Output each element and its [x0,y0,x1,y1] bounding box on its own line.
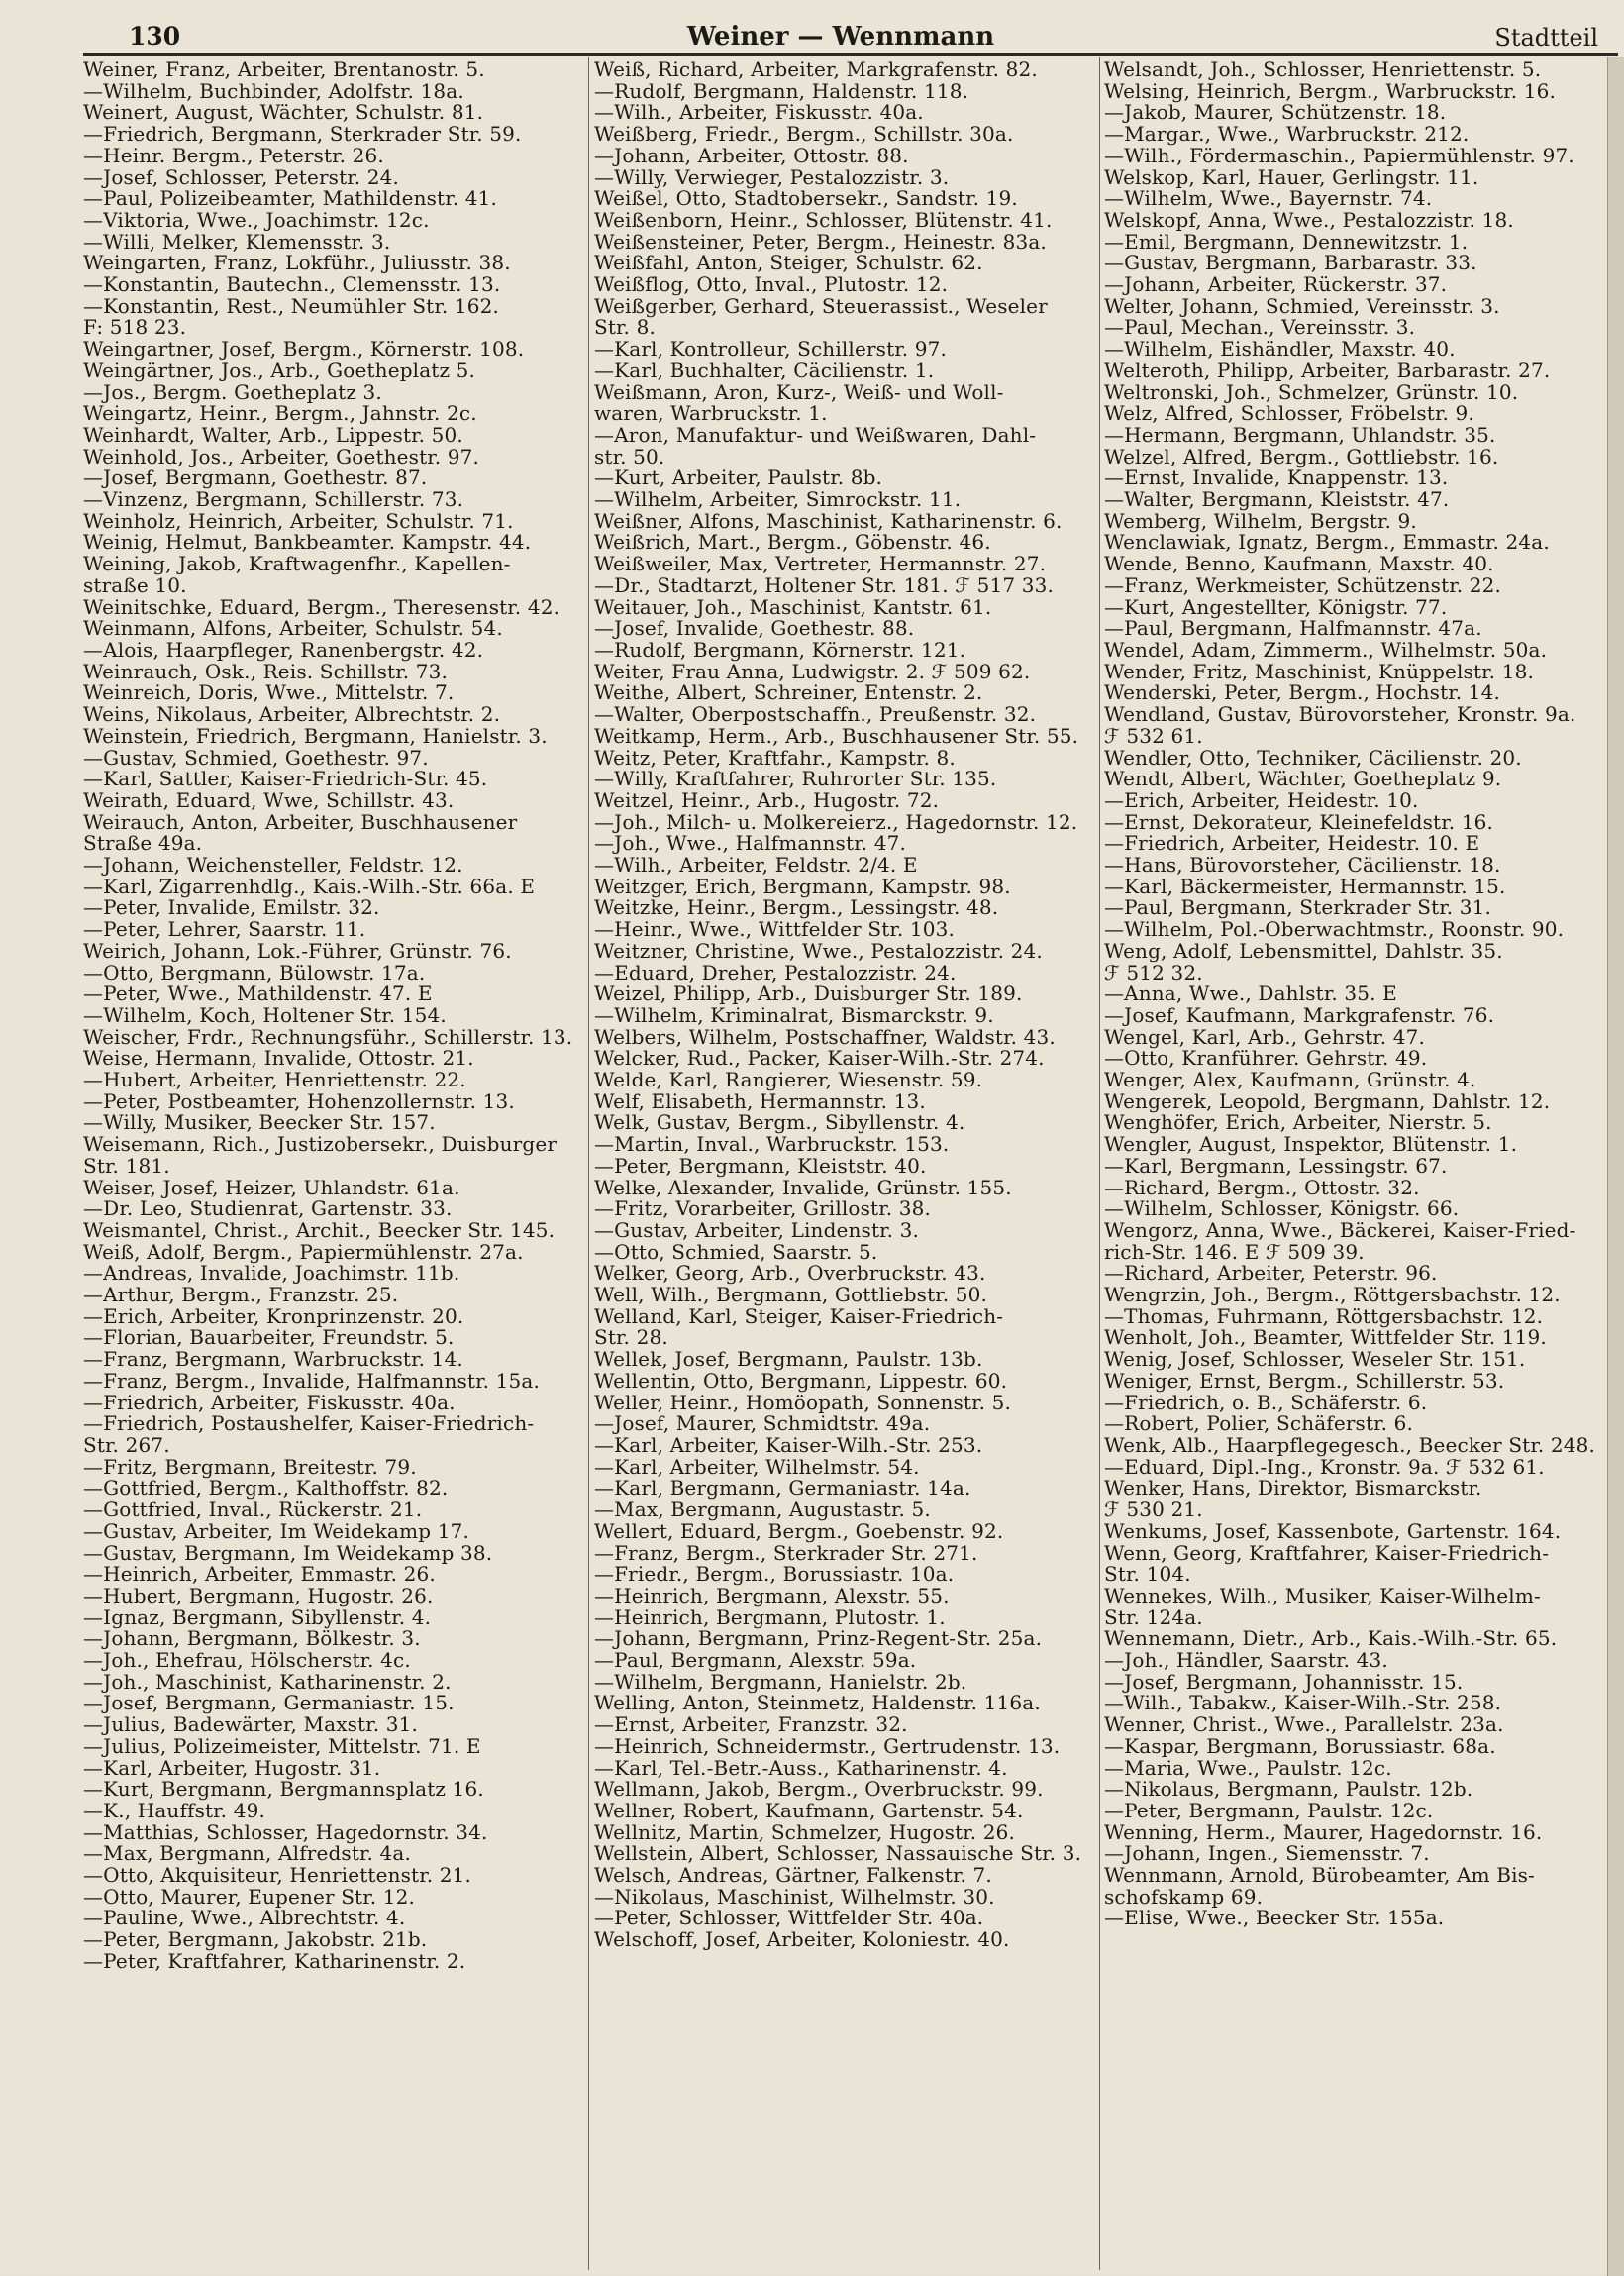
directory-entry: —Franz, Werkmeister, Schützenstr. 22. [1104,572,1502,597]
directory-entry: —Johann, Arbeiter, Ottostr. 88. [594,143,909,167]
directory-entry: —Otto, Maurer, Eupener Str. 12. [83,1884,416,1909]
directory-entry: —Friedrich, Postaushelfer, Kaiser-Friedrich- [83,1411,535,1436]
directory-entry: Weißenborn, Heinr., Schlosser, Blütenstr. 41. [594,207,1053,232]
directory-entry: —Peter, Bergmann, Paulstr. 12c. [1104,1798,1434,1822]
directory-entry: Weitzger, Erich, Bergmann, Kampstr. 98. [594,874,1011,898]
directory-entry: —Julius, Badewärter, Maxstr. 31. [83,1712,419,1737]
directory-entry: —Viktoria, Wwe., Joachimstr. 12c. [83,207,430,232]
directory-entry: straße 10. [83,572,187,597]
directory-entry: Wende, Benno, Kaufmann, Maxstr. 40. [1104,552,1494,576]
directory-entry: —Wilhelm, Arbeiter, Simrockstr. 11. [594,487,962,512]
directory-entry: —Peter, Invalide, Emilstr. 32. [83,895,380,920]
directory-entry: Welz, Alfred, Schlosser, Fröbelstr. 9. [1104,401,1474,426]
directory-entry: Weiter, Frau Anna, Ludwigstr. 2. ℱ 509 62. [594,659,1031,683]
directory-entry: Str. 8. [594,315,656,340]
directory-entry: Weitz, Peter, Kraftfahr., Kampstr. 8. [594,745,956,770]
directory-entry: Welsandt, Joh., Schlosser, Henriettenstr. 5. [1104,59,1542,81]
directory-entry: —Karl, Bergmann, Lessingstr. 67. [1104,1153,1448,1178]
directory-entry: Weißgerber, Gerhard, Steuerassist., Weseler [594,293,1048,318]
directory-entry: Wennekes, Wilh., Musiker, Kaiser-Wilhelm- [1104,1583,1541,1607]
directory-entry: —Wilh., Arbeiter, Fiskusstr. 40a. [594,100,924,125]
directory-entry: —Johann, Bergmann, Bölkestr. 3. [83,1626,421,1651]
directory-entry: Wengorz, Anna, Wwe., Bäckerei, Kaiser-Fried- [1104,1217,1576,1242]
directory-entry: Wendt, Albert, Wächter, Goetheplatz 9. [1104,767,1502,791]
directory-entry: Wellmann, Jakob, Bergm., Overbruckstr. 99. [594,1777,1044,1802]
directory-entry: Welsch, Andreas, Gärtner, Falkenstr. 7. [594,1863,992,1888]
directory-entry: —Eduard, Dipl.-Ing., Kronstr. 9a. ℱ 532 61. [1104,1454,1545,1479]
directory-entry: Welde, Karl, Rangierer, Wiesenstr. 59. [594,1068,983,1092]
column-3 [1104,59,1599,2268]
directory-entry: Weinreich, Doris, Wwe., Mittelstr. 7. [83,680,455,705]
directory-entry: —Vinzenz, Bergmann, Schillerstr. 73. [83,487,464,512]
directory-entry: Weingärtner, Jos., Arb., Goetheplatz 5. [83,358,476,382]
directory-entry: Str. 124a. [1104,1604,1203,1629]
directory-entry: —Paul, Polizeibeamter, Mathildenstr. 41. [83,186,498,211]
directory-entry: —Johann, Ingen., Siemensstr. 7. [1104,1841,1430,1866]
directory-entry: —Willy, Kraftfahrer, Ruhrorter Str. 135. [594,767,997,791]
directory-entry: —Wilhelm, Eishändler, Maxstr. 40. [1104,337,1456,362]
directory-entry: —Otto, Kranführer. Gehrstr. 49. [1104,1046,1428,1071]
directory-entry: —Friedrich, Arbeiter, Fiskusstr. 40a. [83,1390,456,1414]
directory-entry: —Willy, Verwieger, Pestalozzistr. 3. [594,164,950,189]
directory-entry: Weins, Nikolaus, Arbeiter, Albrechtstr. 2. [83,702,501,727]
directory-entry: —Wilh., Tabakw., Kaiser-Wilh.-Str. 258. [1104,1691,1502,1715]
directory-entry: —Josef, Kaufmann, Markgrafenstr. 76. [1104,1002,1495,1027]
directory-entry: Weißensteiner, Peter, Bergm., Heinestr. 83a. [594,229,1047,254]
directory-entry: Weingartz, Heinr., Bergm., Jahnstr. 2c. [83,401,477,426]
directory-entry: —Joh., Ehefrau, Hölscherstr. 4c. [83,1648,411,1673]
directory-entry: Weitzke, Heinr., Bergm., Lessingstr. 48. [594,895,999,920]
directory-entry: Str. 28. [594,1325,668,1350]
directory-entry: —Paul, Mechan., Vereinsstr. 3. [1104,315,1416,340]
directory-entry: Weise, Hermann, Invalide, Ottostr. 21. [83,1046,474,1071]
directory-entry: Wellek, Josef, Bergmann, Paulstr. 13b. [594,1347,983,1372]
directory-entry: Wenn, Georg, Kraftfahrer, Kaiser-Friedrich- [1104,1540,1550,1565]
directory-entry: Wenger, Alex, Kaufmann, Grünstr. 4. [1104,1068,1476,1092]
directory-entry: Weinholz, Heinrich, Arbeiter, Schulstr. 71. [83,508,514,533]
directory-entry: Weirath, Eduard, Wwe, Schillstr. 43. [83,787,455,812]
directory-entry: rich-Str. 146. E ℱ 509 39. [1104,1239,1365,1264]
directory-entry: Wengel, Karl, Arb., Gehrstr. 47. [1104,1024,1426,1049]
directory-entry: —Richard, Arbeiter, Peterstr. 96. [1104,1261,1438,1286]
directory-entry: Welk, Gustav, Bergm., Sibyllenstr. 4. [594,1110,965,1135]
directory-entry: Wender, Fritz, Maschinist, Knüppelstr. 18. [1104,659,1534,683]
directory-entry: —Johann, Bergmann, Prinz-Regent-Str. 25a. [594,1626,1043,1651]
directory-entry: —Otto, Akquisiteur, Henriettenstr. 21. [83,1863,471,1888]
directory-entry: Weißberg, Friedr., Bergm., Schillstr. 30a. [594,122,1014,147]
directory-entry: —Friedrich, Bergmann, Sterkrader Str. 59. [83,122,522,147]
directory-entry: —Nikolaus, Bergmann, Paulstr. 12b. [1104,1777,1473,1802]
directory-entry: Welbers, Wilhelm, Postschaffner, Waldstr. 43. [594,1024,1056,1049]
directory-entry: —Johann, Weichensteller, Feldstr. 12. [83,853,463,878]
directory-entry: —Hubert, Bergmann, Hugostr. 26. [83,1583,434,1607]
page-number: 130 [129,22,181,51]
directory-entry: —Wilhelm, Pol.-Oberwachtmstr., Roonstr. 90. [1104,917,1565,942]
directory-entry: Weizel, Philipp, Arb., Duisburger Str. 189. [594,982,1023,1006]
directory-entry: ℱ 512 32. [1104,960,1203,984]
directory-entry: —Walter, Oberpostschaffn., Preußenstr. 32. [594,702,1037,727]
directory-entry: Well, Wilh., Bergmann, Gottliebstr. 50. [594,1283,988,1307]
directory-entry: —Heinr., Wwe., Wittfelder Str. 103. [594,917,956,942]
directory-entry: —Kurt, Bergmann, Bergmannsplatz 16. [83,1777,484,1802]
directory-entry: —Margar., Wwe., Warbruckstr. 212. [1104,122,1470,147]
directory-entry: Weniger, Ernst, Bergm., Schillerstr. 53. [1104,1368,1505,1393]
directory-entry: —Joh., Wwe., Halfmannstr. 47. [594,831,906,856]
directory-entry: —Peter, Bergmann, Kleiststr. 40. [594,1153,927,1178]
directory-entry: Welskopf, Anna, Wwe., Pestalozzistr. 18. [1104,207,1514,232]
directory-entry: —Pauline, Wwe., Albrechtstr. 4. [83,1906,406,1930]
directory-entry: Weisemann, Rich., Justizobersekr., Duisburger [83,1132,558,1157]
directory-entry: —Karl, Arbeiter, Hugostr. 31. [83,1755,381,1780]
directory-entry: —Peter, Wwe., Mathildenstr. 47. E [83,982,433,1006]
header-rule [83,53,1618,56]
directory-entry: Weinert, August, Wächter, Schulstr. 81. [83,100,484,125]
directory-entry: —Nikolaus, Maschinist, Wilhelmstr. 30. [594,1884,995,1909]
directory-entry: Welter, Johann, Schmied, Vereinsstr. 3. [1104,293,1500,318]
directory-entry: Weißel, Otto, Stadtobersekr., Sandstr. 19. [594,186,1018,211]
directory-entry: —Jakob, Maurer, Schützenstr. 18. [1104,100,1447,125]
directory-entry: Weinhold, Jos., Arbeiter, Goethestr. 97. [83,444,480,468]
directory-entry: Weitkamp, Herm., Arb., Buschhausener Str. 55. [594,723,1079,748]
directory-entry: —Karl, Kontrolleur, Schillerstr. 97. [594,337,948,362]
directory-entry: Wendland, Gustav, Bürovorsteher, Kronstr. 9a. [1104,702,1576,727]
directory-entry: —Andreas, Invalide, Joachimstr. 11b. [83,1261,460,1286]
directory-entry: —Hubert, Arbeiter, Henriettenstr. 22. [83,1068,466,1092]
directory-entry: schofskamp 69. [1104,1884,1264,1909]
directory-entry: Wellstein, Albert, Schlosser, Nassauische Str. 3. [594,1841,1082,1866]
directory-entry: Weingarten, Franz, Lokführ., Juliusstr. 38. [83,251,511,275]
directory-entry: —Willy, Musiker, Beecker Str. 157. [83,1110,436,1135]
directory-entry: Wellnitz, Martin, Schmelzer, Hugostr. 26. [594,1819,1016,1844]
directory-entry: Welzel, Alfred, Bergm., Gottliebstr. 16. [1104,444,1499,468]
directory-entry: Wengler, August, Inspektor, Blütenstr. 1. [1104,1132,1518,1157]
directory-entry: —Wilhelm, Wwe., Bayernstr. 74. [1104,186,1433,211]
directory-entry: —Heinrich, Bergmann, Alexstr. 55. [594,1583,950,1607]
directory-entry: —Eduard, Dreher, Pestalozzistr. 24. [594,960,957,984]
directory-entry: —Wilhelm, Buchbinder, Adolfstr. 18a. [83,78,464,103]
directory-entry: Weltronski, Joh., Schmelzer, Grünstr. 10. [1104,379,1519,404]
directory-entry: Weithe, Albert, Schreiner, Entenstr. 2. [594,680,983,705]
directory-entry: —Alois, Haarpfleger, Ranenbergstr. 42. [83,637,484,662]
directory-entry: —Josef, Invalide, Goethestr. 88. [594,616,915,641]
directory-entry: Weißfahl, Anton, Steiger, Schulstr. 62. [594,251,983,275]
directory-entry: Straße 49a. [83,831,203,856]
directory-entry: Welschoff, Josef, Arbeiter, Koloniestr. 40. [594,1927,1010,1952]
directory-entry: —Karl, Buchhalter, Cäcilienstr. 1. [594,358,935,382]
directory-entry: —Gustav, Arbeiter, Lindenstr. 3. [594,1217,920,1242]
directory-entry: Wenning, Herm., Maurer, Hagedornstr. 16. [1104,1819,1543,1844]
page-title: Weiner — Wennmann [686,22,995,52]
directory-entry: Weitauer, Joh., Maschinist, Kantstr. 61. [594,594,992,619]
directory-entry: Wendler, Otto, Techniker, Cäcilienstr. 20. [1104,745,1522,770]
directory-entry: Str. 104. [1104,1562,1191,1587]
directory-entry: —Peter, Lehrer, Saarstr. 11. [83,917,366,942]
directory-entry: —Josef, Maurer, Schmidtstr. 49a. [594,1411,931,1436]
directory-entry: —Karl, Bäckermeister, Hermannstr. 15. [1104,874,1506,898]
directory-entry: —Kurt, Angestellter, Königstr. 77. [1104,594,1448,619]
directory-entry: Weinmann, Alfons, Arbeiter, Schulstr. 54. [83,616,503,641]
directory-entry: —Otto, Bergmann, Bülowstr. 17a. [83,960,426,984]
directory-entry: waren, Warbruckstr. 1. [594,401,828,426]
directory-entry: Welling, Anton, Steinmetz, Haldenstr. 116a. [594,1691,1041,1715]
directory-entry: —Wilh., Fördermaschin., Papiermühlenstr. 97. [1104,143,1574,167]
directory-entry: Wengerek, Leopold, Bergmann, Dahlstr. 12. [1104,1088,1551,1113]
directory-entry: Welker, Georg, Arb., Overbruckstr. 43. [594,1261,986,1286]
directory-entry: —Fritz, Vorarbeiter, Grillostr. 38. [594,1196,932,1221]
directory-entry: —Josef, Schlosser, Peterstr. 24. [83,164,400,189]
directory-entry: —Willi, Melker, Klemensstr. 3. [83,229,391,254]
directory-entry: Welteroth, Philipp, Arbeiter, Barbarastr. 27. [1104,358,1551,382]
directory-entry: —Wilhelm, Koch, Holtener Str. 154. [83,1002,447,1027]
directory-entry: Wenner, Christ., Wwe., Parallelstr. 23a. [1104,1712,1504,1737]
directory-entry: —Kaspar, Bergmann, Borussiastr. 68a. [1104,1733,1496,1758]
directory-entry: Weischer, Frdr., Rechnungsführ., Schillerstr. 13. [83,1024,573,1049]
directory-entry: —Konstantin, Bautechn., Clemensstr. 13. [83,272,501,297]
directory-entry: str. 50. [594,444,665,468]
directory-entry: Wennmann, Arnold, Bürobeamter, Am Bis- [1104,1863,1535,1888]
directory-entry: Weiß, Adolf, Bergm., Papiermühlenstr. 27a. [83,1239,524,1264]
column-1 [83,59,578,2268]
directory-entry: F: 518 23. [83,315,187,340]
directory-entry: Weinig, Helmut, Bankbeamter. Kampstr. 44. [83,530,532,555]
directory-entry: —Max, Bergmann, Augustastr. 5. [594,1498,931,1522]
directory-entry: Wenig, Josef, Schlosser, Weseler Str. 151. [1104,1347,1526,1372]
directory-entry: Weiser, Josef, Heizer, Uhlandstr. 61a. [83,1175,460,1199]
directory-entry: —Ernst, Invalide, Knappenstr. 13. [1104,466,1449,490]
directory-entry: —Fritz, Bergmann, Breitestr. 79. [83,1454,417,1479]
directory-entry: —Richard, Bergm., Ottostr. 32. [1104,1175,1420,1199]
directory-entry: —Josef, Bergmann, Germaniastr. 15. [83,1691,455,1715]
directory-entry: Weißmann, Aron, Kurz-, Weiß- und Woll- [594,379,1004,404]
directory-entry: Weinhardt, Walter, Arb., Lippestr. 50. [83,422,463,447]
directory-entry: Wennemann, Dietr., Arb., Kais.-Wilh.-Str. 65. [1104,1626,1558,1651]
directory-entry: Weingartner, Josef, Bergm., Körnerstr. 108. [83,337,525,362]
directory-entry: Wengrzin, Joh., Bergm., Röttgersbachstr. 12. [1104,1283,1561,1307]
adjacent-page-edge [1607,57,1624,2276]
directory-entry: —Peter, Schlosser, Wittfelder Str. 40a. [594,1906,984,1930]
directory-entry: Weng, Adolf, Lebensmittel, Dahlstr. 35. [1104,938,1503,963]
directory-entry: Wenker, Hans, Direktor, Bismarckstr. [1104,1476,1482,1500]
directory-entry: Weiner, Franz, Arbeiter, Brentanostr. 5. [83,59,485,81]
directory-entry: —Wilhelm, Kriminalrat, Bismarckstr. 9. [594,1002,994,1027]
directory-entry: —Karl, Tel.-Betr.-Auss., Katharinenstr. 4. [594,1755,1008,1780]
directory-entry: —Karl, Arbeiter, Wilhelmstr. 54. [594,1454,920,1479]
directory-entry: —Robert, Polier, Schäferstr. 6. [1104,1411,1414,1436]
directory-entry: —Gottfried, Inval., Rückerstr. 21. [83,1498,423,1522]
directory-entry: Welke, Alexander, Invalide, Grünstr. 155. [594,1175,1012,1199]
directory-entry: Weinstein, Friedrich, Bergmann, Hanielstr. 3. [83,723,548,748]
directory-entry: —Wilh., Arbeiter, Feldstr. 2/4. E [594,853,918,878]
directory-entry: Wendel, Adam, Zimmerm., Wilhelmstr. 50a. [1104,637,1548,662]
column-divider [588,57,589,2270]
directory-entry: Str. 181. [83,1153,170,1178]
directory-entry: —Johann, Arbeiter, Rückerstr. 37. [1104,272,1448,297]
directory-entry: —Hermann, Bergmann, Uhlandstr. 35. [1104,422,1496,447]
directory-entry: —Heinrich, Arbeiter, Emmastr. 26. [83,1562,436,1587]
directory-entry: ℱ 532 61. [1104,723,1203,748]
directory-entry: —Joh., Maschinist, Katharinenstr. 2. [83,1669,452,1694]
directory-entry: —Paul, Bergmann, Sterkrader Str. 31. [1104,895,1492,920]
directory-entry: Welsing, Heinrich, Bergm., Warbruckstr. 16. [1104,78,1556,103]
directory-entry: —Peter, Bergmann, Jakobstr. 21b. [83,1927,428,1952]
directory-entry: —Erich, Arbeiter, Heidestr. 10. [1104,787,1419,812]
directory-entry: Weismantel, Christ., Archit., Beecker Str. 145. [83,1217,556,1242]
directory-entry: —Thomas, Fuhrmann, Röttgersbachstr. 12. [1104,1303,1544,1328]
directory-entry: —Peter, Postbeamter, Hohenzollernstr. 13. [83,1088,515,1113]
directory-entry: —Joh., Händler, Saarstr. 43. [1104,1648,1388,1673]
directory-entry: Wenderski, Peter, Bergm., Hochstr. 14. [1104,680,1501,705]
directory-entry: —Max, Bergmann, Alfredstr. 4a. [83,1841,411,1866]
directory-entry: —Paul, Bergmann, Alexstr. 59a. [594,1648,917,1673]
directory-entry: —Franz, Bergm., Sterkrader Str. 271. [594,1540,978,1565]
directory-entry: —Gustav, Bergmann, Barbarastr. 33. [1104,251,1477,275]
directory-entry: —Heinrich, Bergmann, Plutostr. 1. [594,1604,946,1629]
directory-entry: Wenclawiak, Ignatz, Bergm., Emmastr. 24a. [1104,530,1550,555]
directory-entry: Wemberg, Wilhelm, Bergstr. 9. [1104,508,1417,533]
directory-entry: —Maria, Wwe., Paulstr. 12c. [1104,1755,1392,1780]
directory-entry: Weinrauch, Osk., Reis. Schillstr. 73. [83,659,449,683]
directory-entry: —Otto, Schmied, Saarstr. 5. [594,1239,878,1264]
directory-entry: —Heinrich, Schneidermstr., Gertrudenstr. 13. [594,1733,1061,1758]
directory-entry: —Ernst, Dekorateur, Kleinefeldstr. 16. [1104,809,1494,834]
directory-entry: —Anna, Wwe., Dahlstr. 35. E [1104,982,1397,1006]
directory-entry: —Matthias, Schlosser, Hagedornstr. 34. [83,1819,488,1844]
directory-entry: —Friedrich, o. B., Schäferstr. 6. [1104,1390,1428,1414]
directory-entry: Weiß, Richard, Arbeiter, Markgrafenstr. 82. [594,59,1038,81]
directory-entry: —Friedr., Bergm., Borussiastr. 10a. [594,1562,955,1587]
directory-entry: —Karl, Arbeiter, Kaiser-Wilh.-Str. 253. [594,1433,983,1457]
directory-entry: —Erich, Arbeiter, Kronprinzenstr. 20. [83,1303,464,1328]
column-2 [594,59,1094,2268]
directory-entry: Weller, Heinr., Homöopath, Sonnenstr. 5. [594,1390,1012,1414]
directory-entry: Weinitschke, Eduard, Bergm., Theresenstr. 42. [83,594,560,619]
directory-entry: —Dr. Leo, Studienrat, Gartenstr. 33. [83,1196,453,1221]
directory-entry: Weißrich, Mart., Bergm., Göbenstr. 46. [594,530,991,555]
directory-entry: —Jos., Bergm. Goetheplatz 3. [83,379,382,404]
directory-entry: Welland, Karl, Steiger, Kaiser-Friedrich- [594,1303,1004,1328]
directory-entry: —Wilhelm, Bergmann, Hanielstr. 2b. [594,1669,967,1694]
directory-entry: —Karl, Bergmann, Germaniastr. 14a. [594,1476,971,1500]
directory-entry: —Paul, Bergmann, Halfmannstr. 47a. [1104,616,1482,641]
column-divider [1099,57,1100,2270]
directory-entry: —Gustav, Bergmann, Im Weidekamp 38. [83,1540,493,1565]
directory-entry: —Gustav, Arbeiter, Im Weidekamp 17. [83,1518,469,1543]
directory-entry: —Josef, Bergmann, Goethestr. 87. [83,466,428,490]
directory-entry: Welcker, Rud., Packer, Kaiser-Wilh.-Str. 274. [594,1046,1045,1071]
directory-entry: —Ignaz, Bergmann, Sibyllenstr. 4. [83,1604,432,1629]
directory-entry: Welskop, Karl, Hauer, Gerlingstr. 11. [1104,164,1479,189]
directory-entry: Str. 267. [83,1433,170,1457]
directory-entry: —K., Hauffstr. 49. [83,1798,265,1822]
directory-entry: —Heinr. Bergm., Peterstr. 26. [83,143,384,167]
directory-entry: Wellentin, Otto, Bergmann, Lippestr. 60. [594,1368,1008,1393]
directory-entry: Weitzel, Heinr., Arb., Hugostr. 72. [594,787,940,812]
directory-entry: Wenkums, Josef, Kassenbote, Gartenstr. 164. [1104,1518,1562,1543]
directory-entry: Weirich, Johann, Lok.-Führer, Grünstr. 76. [83,938,512,963]
directory-entry: —Gottfried, Bergm., Kalthoffstr. 82. [83,1476,449,1500]
directory-entry: —Elise, Wwe., Beecker Str. 155a. [1104,1906,1445,1930]
directory-entry: Weißflog, Otto, Inval., Plutostr. 12. [594,272,949,297]
directory-entry: —Karl, Zigarrenhdlg., Kais.-Wilh.-Str. 66a. E [83,874,536,898]
directory-entry: —Kurt, Arbeiter, Paulstr. 8b. [594,466,883,490]
directory-entry: —Rudolf, Bergmann, Haldenstr. 118. [594,78,969,103]
section-label: Stadtteil [1494,24,1598,52]
directory-entry: —Emil, Bergmann, Dennewitzstr. 1. [1104,229,1469,254]
directory-entry: —Karl, Sattler, Kaiser-Friedrich-Str. 45. [83,767,488,791]
directory-entry: —Joh., Milch- u. Molkereierz., Hagedornstr. 12. [594,809,1078,834]
directory-entry: —Konstantin, Rest., Neumühler Str. 162. [83,293,500,318]
directory-entry: —Ernst, Arbeiter, Franzstr. 32. [594,1712,908,1737]
directory-entry: Wenghöfer, Erich, Arbeiter, Nierstr. 5. [1104,1110,1492,1135]
directory-entry: —Walter, Bergmann, Kleiststr. 47. [1104,487,1450,512]
directory-entry: —Josef, Bergmann, Johannisstr. 15. [1104,1669,1464,1694]
directory-entry: —Wilhelm, Schlosser, Königstr. 66. [1104,1196,1460,1221]
directory-entry: —Arthur, Bergm., Franzstr. 25. [83,1283,399,1307]
directory-entry: —Franz, Bergm., Invalide, Halfmannstr. 15a. [83,1368,540,1393]
directory-entry: Weitzner, Christine, Wwe., Pestalozzistr. 24. [594,938,1043,963]
directory-entry: Wellert, Eduard, Bergm., Goebenstr. 92. [594,1518,1004,1543]
directory-entry: Wenholt, Joh., Beamter, Wittfelder Str. 119. [1104,1325,1547,1350]
directory-entry: Weißner, Alfons, Maschinist, Katharinenstr. 6. [594,508,1063,533]
directory-entry: —Franz, Bergmann, Warbruckstr. 14. [83,1347,463,1372]
directory-entry: —Florian, Bauarbeiter, Freundstr. 5. [83,1325,455,1350]
directory-entry: —Friedrich, Arbeiter, Heidestr. 10. E [1104,831,1480,856]
directory-entry: Welf, Elisabeth, Hermannstr. 13. [594,1088,926,1113]
directory-entry: —Julius, Polizeimeister, Mittelstr. 71. E [83,1733,481,1758]
directory-entry: —Rudolf, Bergmann, Körnerstr. 121. [594,637,966,662]
directory-entry: —Peter, Kraftfahrer, Katharinenstr. 2. [83,1948,466,1973]
directory-entry: Weining, Jakob, Kraftwagenfhr., Kapellen- [83,552,511,576]
directory-entry: —Dr., Stadtarzt, Holtener Str. 181. ℱ 517 33. [594,572,1055,597]
directory-entry: —Hans, Bürovorsteher, Cäcilienstr. 18. [1104,853,1501,878]
directory-entry: ℱ 530 21. [1104,1498,1203,1522]
directory-entry: —Martin, Inval., Warbruckstr. 153. [594,1132,950,1157]
directory-entry: —Aron, Manufaktur- und Weißwaren, Dahl- [594,422,1037,447]
directory-entry: Weirauch, Anton, Arbeiter, Buschhausener [83,809,518,834]
directory-entry: Weißweiler, Max, Vertreter, Hermannstr. 27. [594,552,1047,576]
directory-entry: Wenk, Alb., Haarpflegegesch., Beecker Str. 248. [1104,1433,1596,1457]
directory-entry: —Gustav, Schmied, Goethestr. 97. [83,745,429,770]
directory-entry: Wellner, Robert, Kaufmann, Gartenstr. 54. [594,1798,1024,1822]
